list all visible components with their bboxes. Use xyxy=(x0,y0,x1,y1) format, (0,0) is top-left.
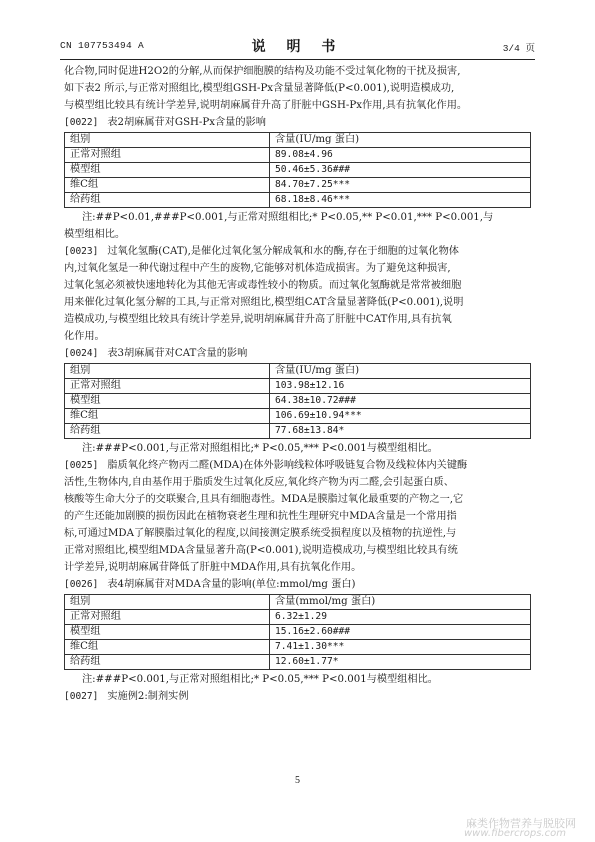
paragraph-line: 造模成功,与模型组比较具有统计学差异,说明胡麻属苷升高了肝脏中CAT作用,具有抗氧 xyxy=(64,314,452,325)
value-cell: 103.98±12.16 xyxy=(270,379,531,394)
table3-caption xyxy=(64,345,531,362)
paragraph-line: 实施例2:制剂实例 xyxy=(107,691,189,702)
table-row xyxy=(65,655,531,670)
table-row xyxy=(65,610,531,625)
table2-caption xyxy=(64,114,531,131)
intro-line: 与模型组比较具有统计学差异,说明胡麻属苷升高了肝脏中GSH-Px作用,具有抗氧化作用。 xyxy=(64,100,468,111)
page-number: 5 xyxy=(295,775,300,786)
paragraph-0025 xyxy=(64,457,531,576)
group-cell: 给药组 xyxy=(65,193,270,208)
table-4 xyxy=(64,594,531,670)
table-row xyxy=(65,394,531,409)
paragraph-line: 活性,生物体内,自由基作用于脂质发生过氧化反应,氧化终产物为丙二醛,会引起蛋白质、 xyxy=(64,477,454,488)
table-row xyxy=(65,625,531,640)
paragraph-0027 xyxy=(64,688,531,705)
group-cell: 维C组 xyxy=(65,409,270,424)
table-row xyxy=(65,163,531,178)
header-cell: 组别 xyxy=(65,364,270,379)
group-cell: 正常对照组 xyxy=(65,379,270,394)
value-cell: 64.38±10.72### xyxy=(270,394,531,409)
value-cell: 84.70±7.25*** xyxy=(270,178,531,193)
header-cell: 组别 xyxy=(65,133,270,148)
paragraph-number: [0024] xyxy=(64,348,99,359)
value-cell: 89.08±4.96 xyxy=(270,148,531,163)
group-cell: 模型组 xyxy=(65,163,270,178)
paragraph-number: [0027] xyxy=(64,691,99,702)
group-cell: 给药组 xyxy=(65,424,270,439)
table3-note xyxy=(64,440,531,457)
paragraph-line: 过氧化氢必须被快速地转化为其他无害或毒性较小的物质。而过氧化氢酶就是常常被细胞 xyxy=(64,280,462,291)
header-cell: 含量(IU/mg 蛋白) xyxy=(270,133,531,148)
value-cell: 6.32±1.29 xyxy=(270,610,531,625)
table-row xyxy=(65,148,531,163)
table-row xyxy=(65,409,531,424)
paragraph-line: 化作用。 xyxy=(64,331,105,342)
table-row xyxy=(65,193,531,208)
note-line: 注:##P<0.01,###P<0.001,与正常对照组相比;* P<0.05,** P<0.01,*** P<0.001,与 xyxy=(82,212,494,223)
value-cell: 50.46±5.36### xyxy=(270,163,531,178)
value-cell: 106.69±10.94*** xyxy=(270,409,531,424)
group-cell: 模型组 xyxy=(65,394,270,409)
table4-caption xyxy=(64,576,531,593)
paragraph-line: 用来催化过氧化氢分解的工具,与正常对照组比,模型组CAT含量显著降低(P<0.001),说明 xyxy=(64,297,464,308)
table-header-row xyxy=(65,595,531,610)
watermark-site-name: 麻类作物营养与脱胶网 xyxy=(466,817,576,830)
paragraph-line: 内,过氧化氢是一种代谢过程中产生的废物,它能够对机体造成损害。为了避免这种损害, xyxy=(64,263,451,274)
group-cell: 维C组 xyxy=(65,178,270,193)
group-cell: 正常对照组 xyxy=(65,148,270,163)
header-cell: 含量(IU/mg 蛋白) xyxy=(270,364,531,379)
document-body xyxy=(64,63,531,705)
intro-line: 如下表2 所示,与正常对照组比,模型组GSH-Px含量显著降低(P<0.001),说明造模成功, xyxy=(64,83,455,94)
group-cell: 给药组 xyxy=(65,655,270,670)
table-3 xyxy=(64,363,531,439)
caption-text: 表4胡麻属苷对MDA含量的影响(单位:mmol/mg 蛋白) xyxy=(107,579,356,590)
intro-line: 化合物,同时促进H2O2的分解,从而保护细胞膜的结构及功能不受过氧化物的干扰及损害, xyxy=(64,66,461,77)
header-rule xyxy=(60,59,535,60)
intro-paragraph xyxy=(64,63,531,114)
caption-text: 表3胡麻属苷对CAT含量的影响 xyxy=(107,348,248,359)
table-row xyxy=(65,178,531,193)
note-line: 模型组相比。 xyxy=(64,229,126,240)
table-header-row xyxy=(65,364,531,379)
table2-note xyxy=(64,209,531,243)
paragraph-line: 核酸等生命大分子的交联聚合,且具有细胞毒性。MDA是膜脂过氧化最重要的产物之一,它 xyxy=(64,494,464,505)
paragraph-number: [0023] xyxy=(64,246,99,257)
paragraph-number: [0026] xyxy=(64,579,99,590)
paragraph-line: 的产生还能加剧膜的损伤因此在植物衰老生理和抗性生理研究中MDA含量是一个常用指 xyxy=(64,511,457,522)
group-cell: 模型组 xyxy=(65,625,270,640)
header-cell: 含量(mmol/mg 蛋白) xyxy=(270,595,531,610)
group-cell: 维C组 xyxy=(65,640,270,655)
value-cell: 7.41±1.30*** xyxy=(270,640,531,655)
table4-note xyxy=(64,671,531,688)
paragraph-line: 正常对照组比,模型组MDA含量显著升高(P<0.001),说明造模成功,与模型组比较具有统 xyxy=(64,545,458,556)
paragraph-number: [0022] xyxy=(64,117,99,128)
note-line: 注:###P<0.001,与正常对照组相比;* P<0.05,*** P<0.001与模型组相比。 xyxy=(82,674,438,685)
paragraph-line: 过氧化氢酶(CAT),是催化过氧化氢分解成氧和水的酶,存在于细胞的过氧化物体 xyxy=(107,246,459,257)
value-cell: 68.18±8.46*** xyxy=(270,193,531,208)
watermark-url: www.fibercrops.com xyxy=(464,828,566,839)
value-cell: 15.16±2.60### xyxy=(270,625,531,640)
paragraph-line: 标,可通过MDA了解膜脂过氧化的程度,以间接测定膜系统受损程度以及植物的抗逆性,与 xyxy=(64,528,457,539)
paragraph-0023 xyxy=(64,243,531,345)
caption-text: 表2胡麻属苷对GSH-Px含量的影响 xyxy=(107,117,266,128)
table-row xyxy=(65,640,531,655)
paragraph-line: 脂质氧化终产物丙二醛(MDA)在体外影响线粒体呼吸链复合物及线粒体内关键酶 xyxy=(107,460,468,471)
document-title: 说 明 书 xyxy=(251,39,344,55)
paragraph-line: 计学差异,说明胡麻属苷降低了肝脏中MDA作用,具有抗氧化作用。 xyxy=(64,562,362,573)
value-cell: 12.60±1.77* xyxy=(270,655,531,670)
table-row xyxy=(65,379,531,394)
page-reference: 3/4 页 xyxy=(502,43,535,54)
patent-number: CN 107753494 A xyxy=(60,40,145,51)
table-header-row xyxy=(65,133,531,148)
value-cell: 77.68±13.84* xyxy=(270,424,531,439)
page-header xyxy=(60,36,535,56)
table-2 xyxy=(64,132,531,208)
paragraph-number: [0025] xyxy=(64,460,99,471)
table-row xyxy=(65,424,531,439)
note-line: 注:###P<0.001,与正常对照组相比;* P<0.05,*** P<0.001与模型组相比。 xyxy=(82,443,438,454)
group-cell: 正常对照组 xyxy=(65,610,270,625)
header-cell: 组别 xyxy=(65,595,270,610)
